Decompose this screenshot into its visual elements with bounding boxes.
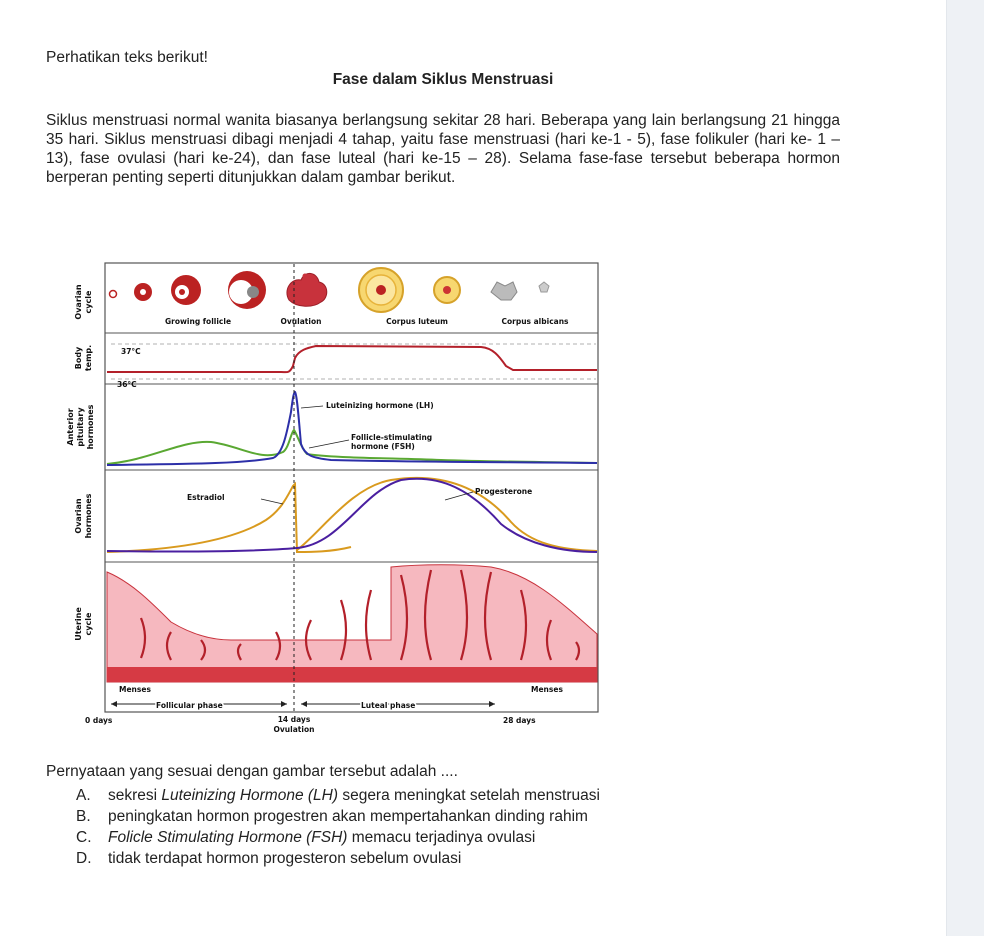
row-label-body-temp [74,345,93,371]
temp-high-label: 37°C [121,347,141,356]
row-label-pituitary [66,404,95,449]
row-label-ovarian-hormones [74,493,93,538]
menstrual-cycle-figure [61,262,600,738]
stage-corpus-luteum: Corpus luteum [386,317,448,326]
lh-label: Luteinizing hormone (LH) [326,401,434,410]
svg-text:hormones: hormones [86,404,95,450]
svg-text:temp.: temp. [84,344,93,372]
option-a[interactable]: A. sekresi Luteinizing Hormone (LH) segera meningkat setelah menstruasi [76,787,600,804]
row-label-ovarian-cycle [74,284,93,320]
question-text: Pernyataan yang sesuai dengan gambar tersebut adalah .... [46,763,458,780]
day-14-label: 14 days [277,715,311,724]
svg-text:Uterine: Uterine [74,607,83,641]
fsh-label-line2: hormone (FSH) [351,442,415,451]
luteal-phase-label: Luteal phase [361,701,416,710]
svg-text:cycle: cycle [84,612,93,636]
svg-text:Anterior: Anterior [66,408,75,446]
fsh-label-line1: Follicle-stimulating [351,433,433,442]
stage-growing-follicle: Growing follicle [164,317,232,326]
temp-low-label: 36°C [117,380,137,389]
svg-text:hormones: hormones [84,493,93,539]
intro-text: Perhatikan teks berikut! [46,49,208,66]
progesterone-label: Progesterone [475,487,533,496]
ovulation-axis-label: Ovulation [273,725,315,734]
day-28-label: 28 days [503,716,536,725]
option-c[interactable]: C. Folicle Stimulating Hormone (FSH) memacu terjadinya ovulasi [76,829,536,846]
svg-text:Ovarian: Ovarian [74,498,83,534]
estradiol-label: Estradiol [187,493,225,502]
svg-text:Body: Body [74,346,83,370]
row-label-uterine [74,607,93,641]
answer-options [76,785,600,869]
svg-text:cycle: cycle [84,290,93,314]
paragraph-text: Siklus menstruasi normal wanita biasanya berlangsung sekitar 28 hari. Beberapa yang lain berlangsung 21 hingga 35 hari. Siklus menstruasi dibagi menjadi 4 tahap, yaitu fase menstruasi (hari ke-1 - 5), fase folikuler (hari ke- 1 – 13), fase ovulasi (hari ke-24), dan fase luteal (hari ke-15 – 28). Selama fase-fase tersebut beberapa hormon berperan penting seperti ditunjukkan dalam gambar berikut. [46,112,840,186]
menses-right-label: Menses [531,685,563,694]
follicular-phase-label: Follicular phase [156,701,223,710]
stage-corpus-albicans: Corpus albicans [501,317,569,326]
svg-text:pituitary: pituitary [76,407,85,447]
option-b[interactable]: B. peningkatan hormon progestren akan mempertahankan dinding rahim [76,808,588,825]
stage-ovulation: Ovulation [280,317,322,326]
right-sidebar [946,0,984,936]
svg-text:Ovarian: Ovarian [74,284,83,320]
document-body [46,49,840,187]
menses-left-label: Menses [119,685,151,694]
document-title: Fase dalam Siklus Menstruasi [332,71,554,88]
day-0-label: 0 days [85,716,113,725]
option-d[interactable]: D. tidak terdapat hormon progesteron sebelum ovulasi [76,850,462,867]
